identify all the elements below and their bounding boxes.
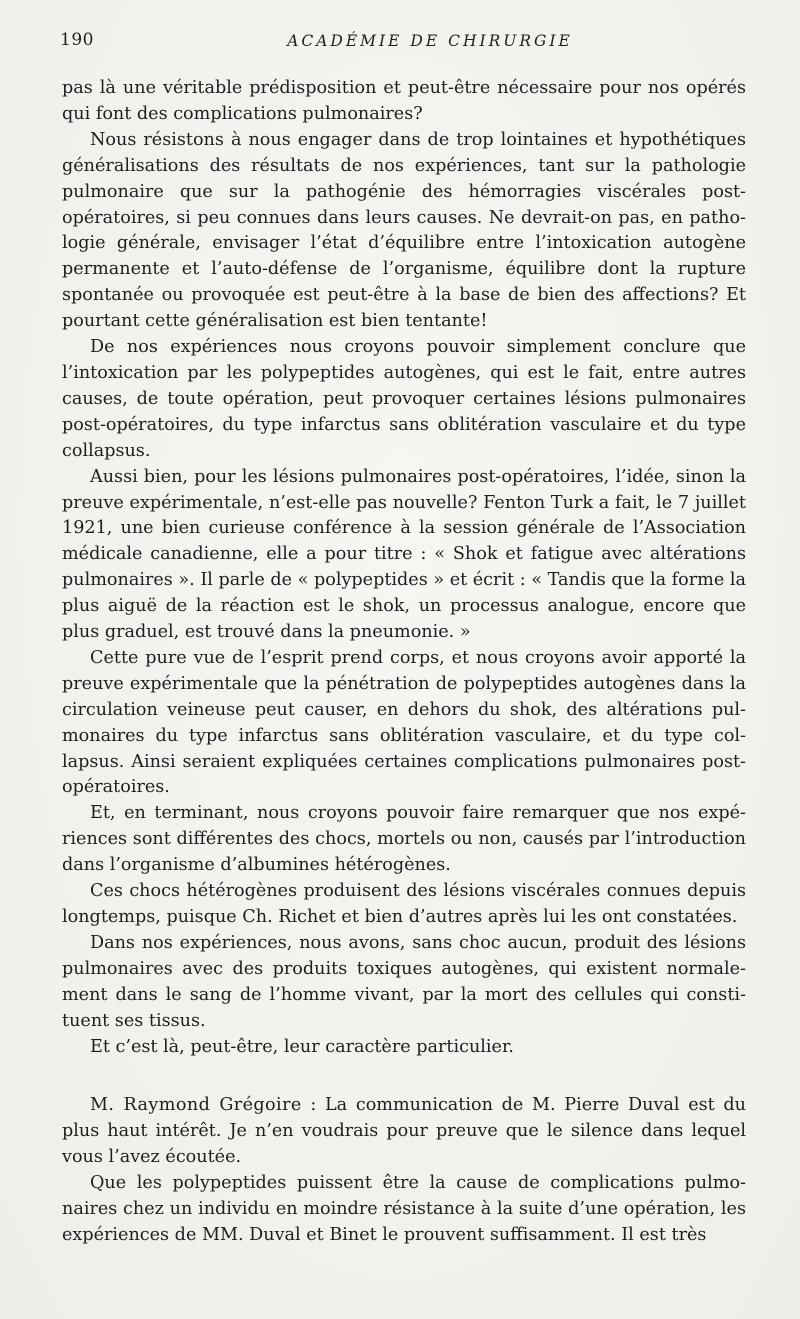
paragraph: Ces chocs hétérogènes produisent des lésions viscérales connues depuis longtemps, puisque Ch. Richet et bien d’autres après lui les ont constatées. [62, 881, 746, 927]
discussion-intro-text: : La communication de M. Pierre Duval est du plus haut intérêt. Je n’en voudrais pour preuve que le silence dans lequel vous l’avez écoutée. [62, 1095, 746, 1168]
page-header [60, 30, 760, 56]
discussion-intro [62, 1093, 746, 1171]
paragraph: Et, en terminant, nous croyons pouvoir faire remarquer que nos expériences sont différentes des chocs, mortels ou non, causés par l’introduction dans l’organisme d’albumines hétérogènes. [62, 803, 746, 876]
page-number: 190 [60, 30, 94, 50]
discussion-paragraph: Que les polypeptides puissent être la cause de complications pulmonaires chez un individu en moindre résistance à la suite d’une opération, les expériences de MM. Duval et Binet le prouvent suffisamment. Il est très [62, 1173, 746, 1245]
paragraph: De nos expériences nous croyons pouvoir simplement conclure que l’intoxication par les polypeptides autogènes, qui est le fait, entre autres causes, de toute opération, peut provoquer certaines lésions pulmonaires post-opératoires, du type infarctus sans oblitération vasculaire et du type collapsus. [62, 337, 746, 461]
paragraph: Et c’est là, peut-être, leur caractère particulier. [90, 1036, 515, 1057]
paragraph: Cette pure vue de l’esprit prend corps, et nous croyons avoir apporté la preuve expérimentale que la pénétration de polypeptides autogènes dans la circulation veineuse peut causer, en dehors du shok, des altérations pulmonaires du type infarctus sans oblitération vasculaire, et du type collapsus. Ainsi seraient expliquées certaines complications pulmonaires post-opératoires. [62, 647, 746, 798]
speaker-name: M. Raymond Grégoire [90, 1095, 302, 1116]
paragraph: Aussi bien, pour les lésions pulmonaires post-opératoires, l’idée, sinon la preuve expérimentale, n’est-elle pas nouvelle? Fenton Turk a fait, le 7 juillet 1921, une bien curieuse conférence à la session générale de l’Association médicale canadienne, elle a pour titre : « Shok et fatigue avec altérations pulmonaires ». Il parle de « polypeptides » et écrit : « Tandis que la forme la plus aiguë de la réaction est le shok, un processus analogue, encore que plus graduel, est trouvé dans la pneumonie. » [62, 466, 746, 643]
paragraph: Nous résistons à nous engager dans de trop lointaines et hypothétiques généralisations des résultats de nos expériences, tant sur la pathologie pulmonaire que sur la pathogénie des hémorragies viscérales post-opératoires, si peu connues dans leurs causes. Ne devrait-on pas, en pathologie générale, envisager l’état d’équilibre entre l’intoxication autogène permanente et l’auto-défense de l’organisme, équilibre dont la rupture spontanée ou provoquée est peut-être à la base de bien des affections? Et pourtant cette généralisation est bien tentante! [62, 129, 746, 332]
running-title: ACADÉMIE DE CHIRURGIE [287, 32, 573, 50]
paragraph-continuation: pas là une véritable prédisposition et peut-être nécessaire pour nos opérés qui font des complications pulmonaires? [62, 78, 746, 124]
paragraph: Dans nos expériences, nous avons, sans choc aucun, produit des lésions pulmonaires avec des produits toxiques autogènes, qui existent normalement dans le sang de l’homme vivant, par la mort des cellules qui constituent ses tissus. [62, 932, 746, 1031]
page-body [62, 76, 746, 1249]
